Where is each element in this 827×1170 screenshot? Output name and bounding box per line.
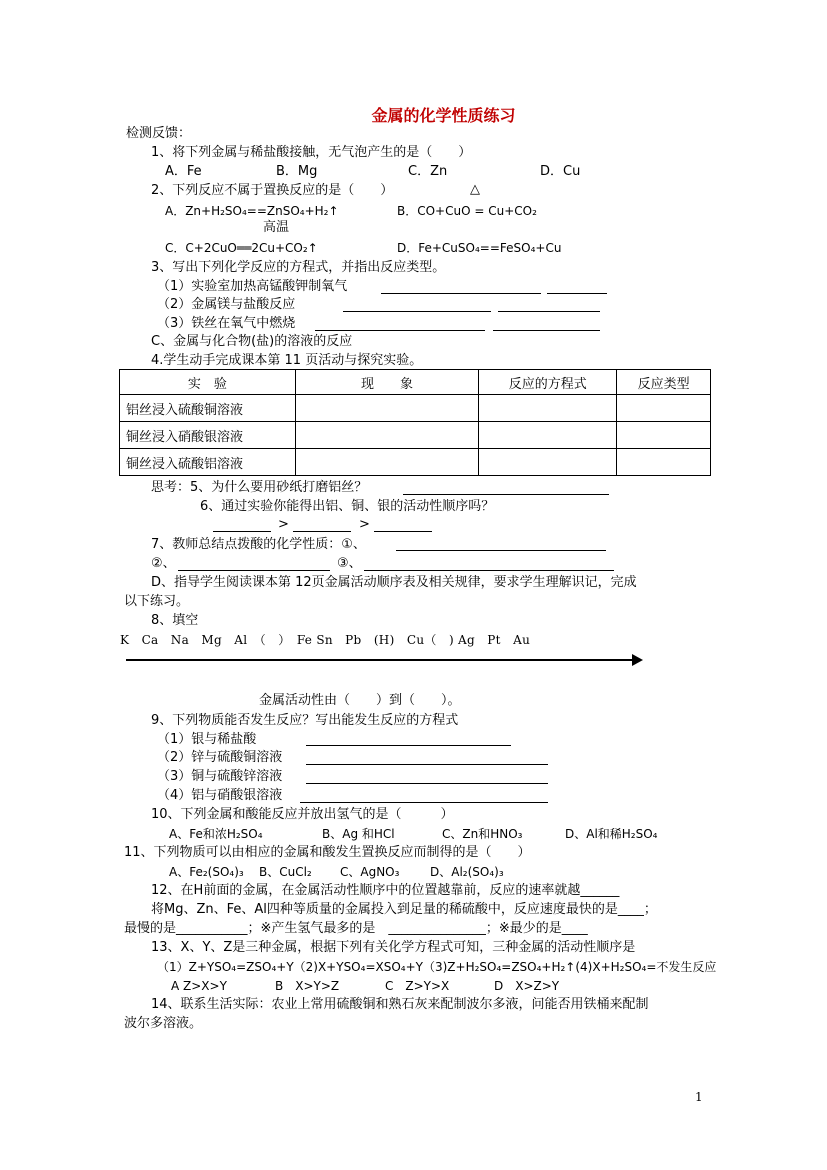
table-cell[interactable] <box>617 422 711 449</box>
answer-blank[interactable] <box>374 519 432 532</box>
q1-stem: 1、将下列金属与稀盐酸接触，无气泡产生的是（ ） <box>151 145 472 160</box>
triangle-symbol: △ <box>470 182 480 197</box>
answer-blank[interactable] <box>178 558 330 571</box>
answer-blank[interactable] <box>306 752 548 765</box>
q13-option-a: A Z>X>Y <box>171 979 227 993</box>
table-header: 现 象 <box>295 370 479 395</box>
answer-blank[interactable] <box>493 318 600 331</box>
q10-option-b: B、Ag 和HCl <box>322 827 395 841</box>
answer-blank[interactable] <box>293 519 351 532</box>
q10-option-c: C、Zn和HNO₃ <box>442 827 523 841</box>
q7-stem: 7、教师总结点拨酸的化学性质：①、 <box>151 537 366 552</box>
q13-equations: （1）Z+YSO₄=ZSO₄+Y（2)X+YSO₄=XSO₄+Y（3)Z+H₂SO₄=ZSO₄+H₂↑(4)X+H₂SO₄=不发生反应 <box>157 960 717 974</box>
q13-stem: 13、X、Y、Z是三种金属，根据下列有关化学方程式可知，三种金属的活动性顺序是 <box>151 940 636 955</box>
q2-option-a: A．Zn+H₂SO₄==ZnSO₄+H₂↑ <box>165 204 339 218</box>
q9-item-3: （3）铜与硫酸锌溶液 <box>157 769 283 784</box>
q11-option-b: B、CuCl₂ <box>259 865 312 879</box>
table-row <box>120 422 711 449</box>
q2-stem: 2、下列反应不属于置换反应的是（ ） <box>151 183 394 198</box>
q11-option-d: D、Al₂(SO₄)₃ <box>430 865 504 879</box>
answer-blank[interactable] <box>403 482 609 495</box>
q3-item-2: （2）金属镁与盐酸反应 <box>157 297 296 312</box>
activity-arrow <box>126 659 634 661</box>
q7-item-2: ②、 <box>151 556 176 571</box>
table-cell[interactable] <box>295 449 479 476</box>
answer-blank[interactable] <box>498 299 600 312</box>
table-header: 反应类型 <box>617 370 711 395</box>
answer-blank[interactable] <box>213 519 271 532</box>
q3-stem: 3、写出下列化学反应的方程式，并指出反应类型。 <box>151 260 446 275</box>
q10-option-d: D、Al和稀H₂SO₄ <box>565 827 658 841</box>
activity-direction: 金属活动性由（ ）到（ ）。 <box>259 693 461 708</box>
q12-line-2: 将Mg、Zn、Fe、Al四种等质量的金属投入到足量的稀硫酸中，反应速度最快的是____； <box>151 902 657 917</box>
q14-line-1: 14、联系生活实际：农业上常用硫酸铜和熟石灰来配制波尔多液，问能否用铁桶来配制 <box>151 997 649 1012</box>
table-cell[interactable] <box>617 395 711 422</box>
experiment-table <box>119 369 711 476</box>
section-label: 检测反馈： <box>126 126 192 141</box>
greater-than-sign: > <box>359 517 370 532</box>
table-cell: 铝丝浸入硫酸铜溶液 <box>120 395 296 422</box>
section-d-text: D、指导学生阅读课本第 12页金属活动顺序表及相关规律，要求学生理解识记，完成 <box>151 575 637 590</box>
section-d-text-cont: 以下练习。 <box>124 594 190 609</box>
activity-series: K Ca Na Mg Al （ ） Fe Sn Pb (H) Cu（ ) Ag Pt Au <box>120 633 531 647</box>
q9-stem: 9、下列物质能否发生反应？写出能发生反应的方程式 <box>151 713 459 728</box>
q2-option-d: D．Fe+CuSO₄==FeSO₄+Cu <box>397 241 562 255</box>
table-row <box>120 449 711 476</box>
answer-blank[interactable] <box>547 281 607 294</box>
q10-option-a: A、Fe和浓H₂SO₄ <box>169 827 263 841</box>
q12-line-1: 12、在H前面的金属，在金属活动性顺序中的位置越靠前，反应的速率就越______ <box>151 883 620 898</box>
table-cell: 铜丝浸入硫酸铝溶液 <box>120 449 296 476</box>
table-header: 反应的方程式 <box>479 370 617 395</box>
q9-item-1: （1）银与稀盐酸 <box>157 732 257 747</box>
q11-option-c: C、AgNO₃ <box>340 865 400 879</box>
q5-stem: 思考：5、为什么要用砂纸打磨铝丝？ <box>151 480 368 495</box>
table-cell[interactable] <box>479 422 617 449</box>
q4-stem: 4.学生动手完成课本第 11 页活动与探究实验。 <box>151 353 423 368</box>
q2-option-c: C．C+2CuO══2Cu+CO₂↑ <box>165 241 318 255</box>
q14-line-2: 波尔多溶液。 <box>124 1016 203 1031</box>
q1-option-a: A．Fe <box>165 164 202 179</box>
q9-item-4: （4）铝与硝酸银溶液 <box>157 788 283 803</box>
section-c-heading: C、金属与化合物(盐)的溶液的反应 <box>151 334 353 349</box>
q13-option-b: B X>Y>Z <box>275 979 340 993</box>
table-row <box>120 395 711 422</box>
table-header: 实 验 <box>120 370 296 395</box>
q13-option-c: C Z>Y>X <box>385 979 450 993</box>
table-cell[interactable] <box>295 395 479 422</box>
q9-item-2: （2）锌与硫酸铜溶液 <box>157 750 283 765</box>
q12-line-3: 最慢的是___________；※产生氢气最多的是 _______________；※最少的是____ <box>124 921 588 936</box>
table-cell[interactable] <box>479 449 617 476</box>
greater-than-sign: > <box>278 517 289 532</box>
q7-item-3: ③、 <box>337 556 362 571</box>
q3-item-1: （1）实验室加热高锰酸钾制氧气 <box>157 279 348 294</box>
q1-option-b: B．Mg <box>276 164 318 179</box>
table-cell[interactable] <box>479 395 617 422</box>
answer-blank[interactable] <box>315 318 485 331</box>
page-number: 1 <box>695 1090 703 1104</box>
answer-blank[interactable] <box>364 558 614 571</box>
q1-option-c: C．Zn <box>408 164 448 179</box>
answer-blank[interactable] <box>381 281 541 294</box>
answer-blank[interactable] <box>343 299 491 312</box>
q13-option-d: D X>Z>Y <box>494 979 560 993</box>
q3-item-3: （3）铁丝在氧气中燃烧 <box>157 316 296 331</box>
q2-condition-high-temp: 高温 <box>263 220 290 235</box>
q8-stem: 8、填空 <box>151 613 199 628</box>
answer-blank[interactable] <box>306 733 511 746</box>
table-cell: 铜丝浸入硝酸银溶液 <box>120 422 296 449</box>
q6-stem: 6、通过实验你能得出铝、铜、银的活动性顺序吗？ <box>200 499 495 514</box>
q2-option-b: B．CO+CuO = Cu+CO₂ <box>397 204 537 218</box>
page-title: 金属的化学性质练习 <box>371 106 516 125</box>
answer-blank[interactable] <box>300 790 548 803</box>
q11-stem: 11、下列物质可以由相应的金属和酸发生置换反应而制得的是（ ） <box>124 845 531 860</box>
table-cell[interactable] <box>617 449 711 476</box>
table-cell[interactable] <box>295 422 479 449</box>
answer-blank[interactable] <box>396 538 606 551</box>
arrow-head-icon <box>632 654 643 666</box>
q11-option-a: A、Fe₂(SO₄)₃ <box>169 865 244 879</box>
answer-blank[interactable] <box>306 771 548 784</box>
q1-option-d: D．Cu <box>540 164 581 179</box>
q10-stem: 10、下列金属和酸能反应并放出氢气的是（ ） <box>151 807 454 822</box>
